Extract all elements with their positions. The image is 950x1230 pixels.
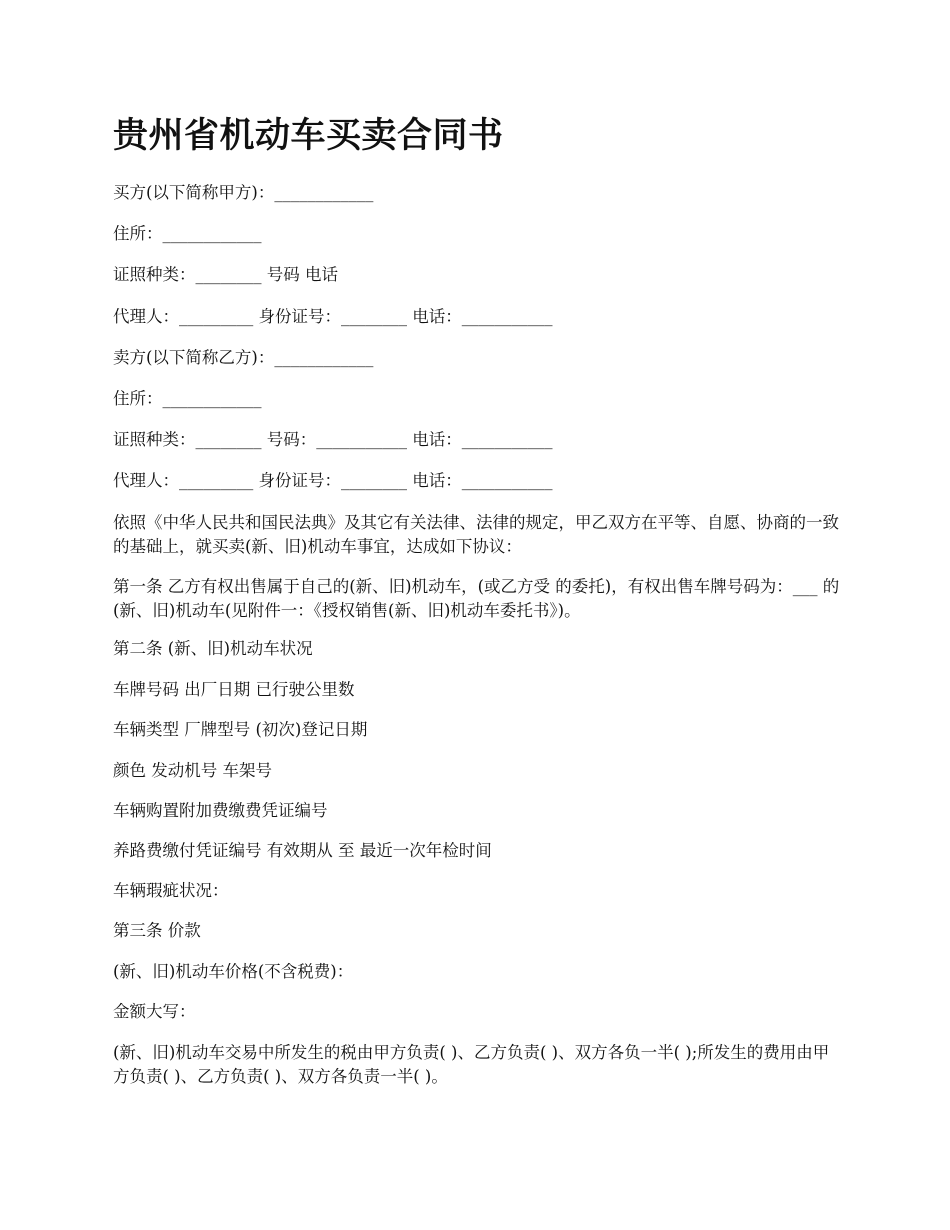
- amount-in-words-line: 金额大写：: [113, 1002, 196, 1021]
- vehicle-type-line: 车辆类型 厂牌型号 (初次)登记日期: [113, 720, 368, 739]
- road-fee-line: 养路费缴付凭证编号 有效期从 至 最近一次年检时间: [113, 841, 492, 860]
- tax-fee-paragraph: (新、旧)机动车交易中所发生的税由甲方负责( )、乙方负责( )、双方各负一半( );所发生的费用由甲方负责( )、乙方负责( )、双方各负责一半( )。: [113, 1043, 830, 1086]
- buyer-name-line: 买方(以下简称甲方)：____________: [113, 183, 374, 202]
- article-two-heading: 第二条 (新、旧)机动车状况: [113, 639, 313, 658]
- vehicle-defects-line: 车辆瑕疵状况：: [113, 881, 229, 900]
- buyer-agent-line: 代理人：_________ 身份证号：________ 电话：___________: [113, 307, 553, 326]
- seller-agent-line: 代理人：_________ 身份证号：________ 电话：___________: [113, 471, 553, 490]
- seller-id-type-line: 证照种类：________ 号码：___________ 电话：___________: [113, 430, 553, 449]
- vehicle-price-line: (新、旧)机动车价格(不含税费)：: [113, 962, 354, 981]
- buyer-address-line: 住所：____________: [113, 224, 262, 243]
- preamble-paragraph: 依照《中华人民共和国民法典》及其它有关法律、法律的规定，甲乙双方在平等、自愿、协商的一致的基础上，就买卖(新、旧)机动车事宜，达成如下协议：: [113, 513, 839, 556]
- vehicle-color-line: 颜色 发动机号 车架号: [113, 761, 272, 780]
- vehicle-plate-line: 车牌号码 出厂日期 已行驶公里数: [113, 680, 355, 699]
- article-one-paragraph: 第一条 乙方有权出售属于自己的(新、旧)机动车，(或乙方受 的委托)，有权出售车牌号码为：___ 的(新、旧)机动车(见附件一：《授权销售(新、旧)机动车委托书》)。: [113, 577, 840, 620]
- buyer-id-type-line: 证照种类：________ 号码 电话: [113, 265, 338, 284]
- document-title: 贵州省机动车买卖合同书: [113, 116, 504, 156]
- seller-address-line: 住所：____________: [113, 389, 262, 408]
- seller-name-line: 卖方(以下简称乙方)：____________: [113, 348, 374, 367]
- article-three-heading: 第三条 价款: [113, 921, 201, 940]
- purchase-fee-line: 车辆购置附加费缴费凭证编号: [113, 801, 328, 820]
